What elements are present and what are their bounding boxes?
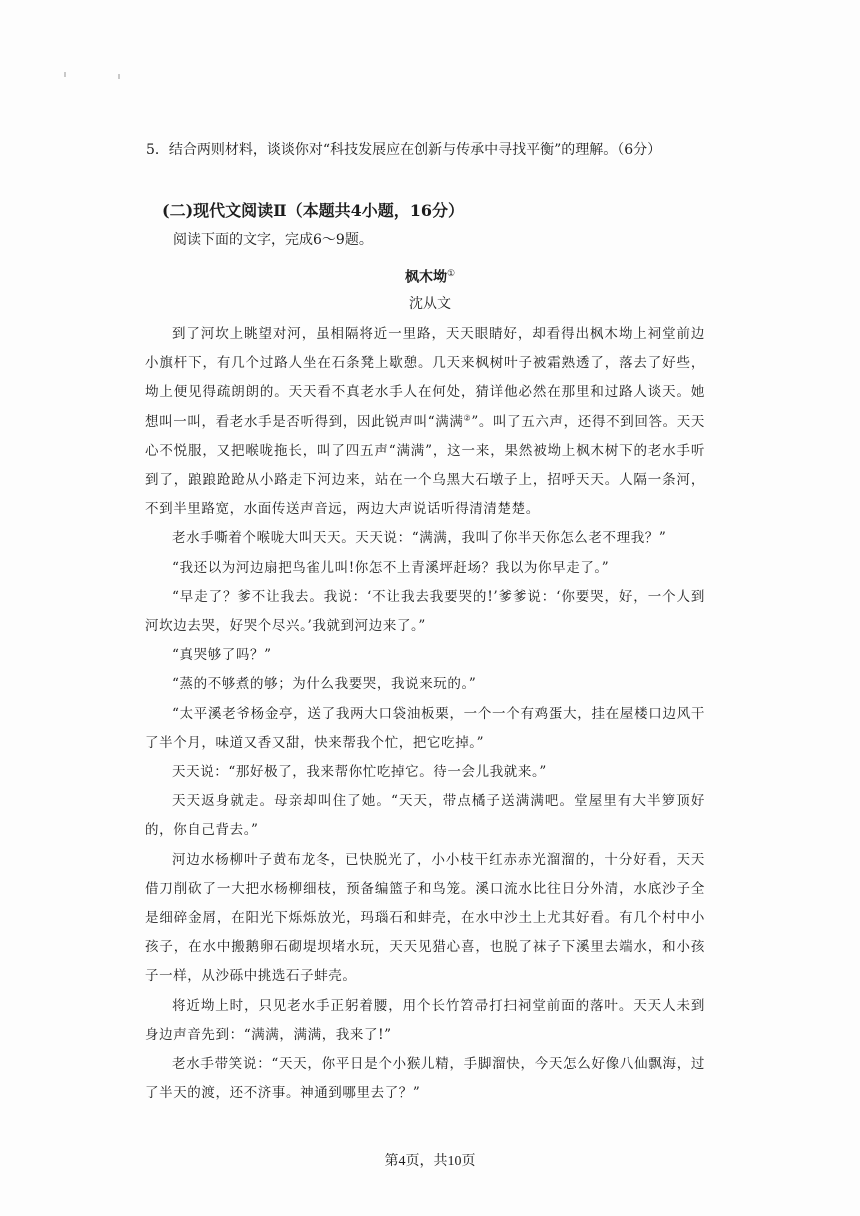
paragraph: 天天返身就走。母亲却叫住了她。“天天，带点橘子送满满吧。堂屋里有大半箩顶好的，你自己背去。” <box>145 793 705 839</box>
page-footer: 第4页，共10页 <box>384 1154 476 1169</box>
paragraph: “早走了？爹不让我去。我说：‘不让我去我要哭的!’爹爹说：‘你要哭，好，一个人到河坎边去哭，好哭个尽兴。’我就到河边来了。” <box>145 588 705 635</box>
paragraph <box>145 320 705 524</box>
footnote-marker: ① <box>446 269 456 279</box>
scan-speck <box>118 74 120 79</box>
reading-instruction: 阅读下面的文字，完成6～9题。 <box>173 232 373 248</box>
article-title <box>0 264 860 288</box>
paragraph-text: 到了河坎上眺望对河，虽相隔将近一里路，天天眼睛好，却看得出枫木坳上祠堂前边小旗杆下，有几个过路人坐在石条凳上歇憩。几天来枫树叶子被霜熟透了，落去了好些，坳上便见得疏朗朗的。天天看不真老水手人在何处，猜详他必然在那里和过路人谈天。她想叫一叫，看老水手是否听得到，因此锐声叫“满满 <box>145 326 705 430</box>
paragraph: 老水手嘶着个喉咙大叫天天。天天说：“满满，我叫了你半天你怎么老不理我？” <box>172 530 667 547</box>
paragraph: 将近坳上时，只见老水手正躬着腰，用个长竹笤帚打扫祠堂前面的落叶。天天人未到身边声音先到：“满满，满满，我来了!” <box>145 997 705 1043</box>
question-5: 5．结合两则材料，谈谈你对“科技发展应在创新与传承中寻找平衡”的理解。（6分） <box>146 142 662 158</box>
scan-speck <box>64 72 66 77</box>
paragraph: 天天说：“那好极了，我来帮你忙吃掉它。待一会儿我就来。” <box>172 764 547 781</box>
paragraph: “太平溪老爷杨金亭，送了我两大口袋油板栗，一个一个有鸡蛋大，挂在屋楼口边风干了半个月，味道又香又甜，快来帮我个忙，把它吃掉。” <box>145 705 705 751</box>
footnote-marker: ② <box>463 413 472 423</box>
article-author: 沈从文 <box>409 296 451 312</box>
paragraph: “蒸的不够煮的够；为什么我要哭，我说来玩的。” <box>172 676 477 693</box>
article-body <box>145 320 705 1108</box>
section-heading: (二)现代文阅读Ⅱ（本题共4小题，16分） <box>162 201 465 220</box>
paragraph: “真哭够了吗？” <box>172 647 272 664</box>
article-title-text: 枫木坳 <box>404 269 447 286</box>
paragraph: 老水手带笑说：“天天，你平日是个小猴儿精，手脚溜快，今天怎么好像八仙飘海，过了半天的渡，还不济事。神通到哪里去了？” <box>145 1056 705 1102</box>
paragraph: 河边水杨柳叶子黄布龙冬，已快脱光了，小小枝干红赤赤光溜溜的，十分好看，天天借刀削砍了一大把水杨柳细枝，预备编篮子和鸟笼。溪口流水比往日分外清，水底沙子全是细碎金屑，在阳光下烁烁放光，玛瑙石和蚌壳，在水中沙土上尤其好看。有几个村中小孩子，在水中搬鹅卵石砌堤坝堵水玩，天天见猎心喜，也脱了袜子下溪里去端水，和小孩子一样，从沙砾中挑选石子蚌壳。 <box>145 851 705 985</box>
paragraph: “我还以为河边扇把鸟雀儿叫!你怎不上青溪坪赶场？我以为你早走了。” <box>172 559 610 576</box>
paragraph-text: ”。叫了五六声，还得不到回答。天天心不悦服，又把喉咙拖长，叫了四五声“满满”，这一来，果然被坳上枫木树下的老水手听到了，踉踉跄跄从小路走下河边来，站在一个乌黑大石墩子上，招呼天天。人隔一条河，不到半里路宽，水面传送声音远，两边大声说话听得清清楚楚。 <box>145 413 705 518</box>
